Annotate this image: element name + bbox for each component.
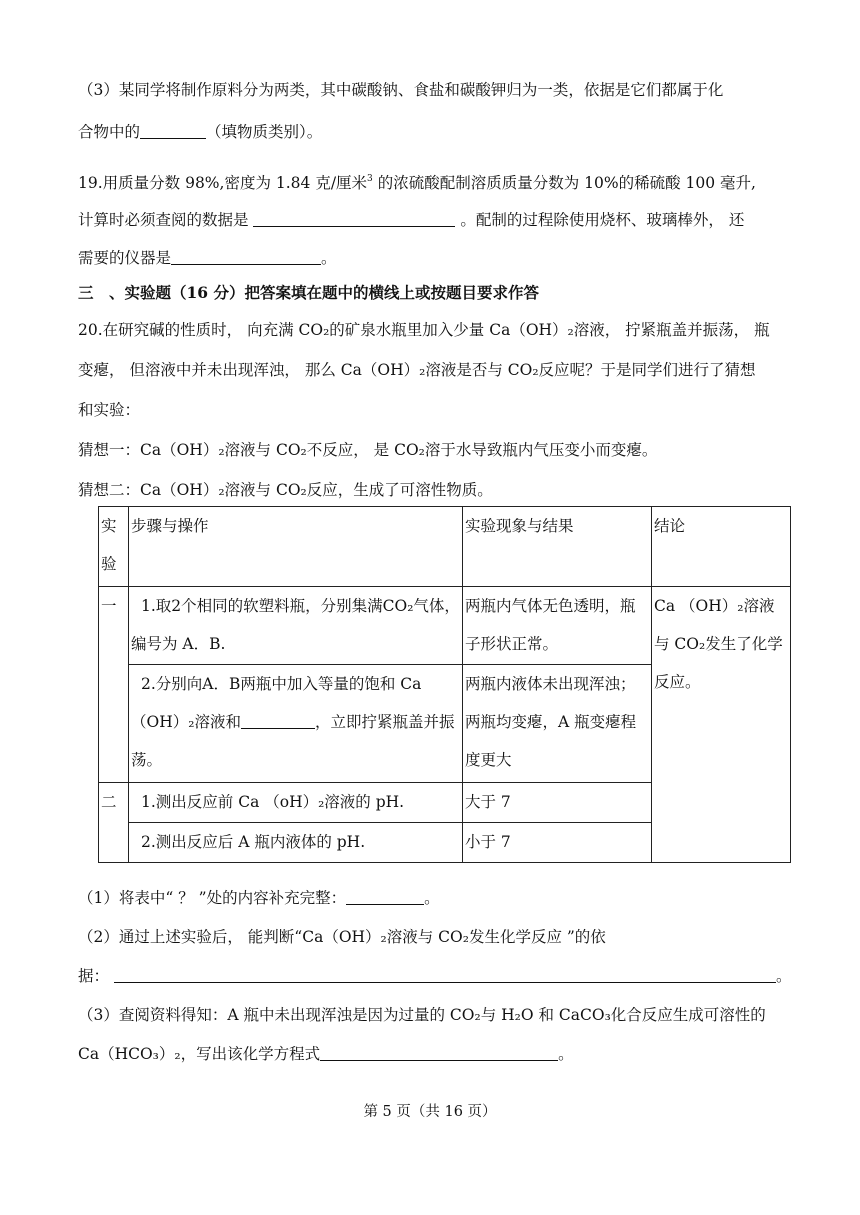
answer-blank[interactable] xyxy=(171,249,321,265)
answer-blank[interactable] xyxy=(140,123,206,139)
header-experiment: 实验 xyxy=(99,507,129,587)
exp1-conclusion: Ca （OH）₂溶液与 CO₂发生了化学反应。 xyxy=(652,587,791,863)
exp1-step2: 2.分别向A．B两瓶中加入等量的饱和 Ca（OH）₂溶液和 ，立即拧紧瓶盖并振荡。 xyxy=(129,665,463,783)
exp2-label: 二 xyxy=(99,783,129,863)
section-title: 三 、实验题（16 分）把答案填在题中的横线上或按题目要求作答 xyxy=(78,283,539,302)
answer-blank[interactable] xyxy=(320,1045,558,1061)
q18-part3-line1: （3）某同学将制作原料分为两类，其中碳酸钠、食盐和碳酸钾归为一类，依据是它们都属于化 xyxy=(78,81,724,99)
q19-line1: 19.用质量分数 98%,密度为 1.84 克/厘米$^3$ 的浓硫酸配制溶质质量分数为 10%的稀硫酸 100 毫升, xyxy=(78,174,756,192)
guess-two: 猜想二：Ca（OH）₂溶液与 CO₂反应，生成了可溶性物质。 xyxy=(78,481,493,499)
q20-intro-line1: 20.在研究碱的性质时， 向充满 CO₂的矿泉水瓶里加入少量 Ca（OH）₂溶液， 拧紧瓶盖并振荡， 瓶 xyxy=(78,321,770,339)
q19-line3: 需要的仪器是 。 xyxy=(78,249,337,267)
answer-blank[interactable] xyxy=(114,967,776,983)
table-header-row xyxy=(99,507,791,587)
q20-intro-line2: 变瘪， 但溶液中并未出现浑浊， 那么 Ca（OH）₂溶液是否与 CO₂反应呢？于是同学们进行了猜想 xyxy=(78,361,756,379)
q20-sub2-line2: 据： 。 xyxy=(78,967,792,985)
header-phenomena: 实验现象与结果 xyxy=(463,507,652,587)
header-steps: 步骤与操作 xyxy=(129,507,463,587)
exp1-step1: 1.取2个相同的软塑料瓶，分别集满CO₂气体，编号为 A．B. xyxy=(129,587,463,665)
exp2-step1: 1.测出反应前 Ca （oH）₂溶液的 pH. xyxy=(129,783,463,823)
q20-sub3-line2: Ca（HCO₃）₂，写出该化学方程式 。 xyxy=(78,1045,574,1063)
exp2-result1: 大于 7 xyxy=(463,783,652,823)
q20-sub1: （1）将表中“ ？ ”处的内容补充完整： 。 xyxy=(78,889,440,907)
q18-part3-line2: 合物中的 （填物质类别）。 xyxy=(78,123,323,141)
q19-line2: 计算时必须查阅的数据是 。配制的过程除使用烧杯、玻璃棒外， 还 xyxy=(78,211,745,229)
exp1-label: 一 xyxy=(99,587,129,783)
answer-blank[interactable] xyxy=(346,889,424,905)
answer-blank[interactable] xyxy=(241,713,315,729)
answer-blank[interactable] xyxy=(253,211,455,227)
exp1-result2: 两瓶内液体未出现浑浊；两瓶均变瘪，A 瓶变瘪程度更大 xyxy=(463,665,652,783)
header-conclusion: 结论 xyxy=(652,507,791,587)
table-row xyxy=(99,587,791,665)
q20-sub2-line1: （2）通过上述实验后， 能判断“Ca（OH）₂溶液与 CO₂发生化学反应 ”的依 xyxy=(78,928,606,946)
q20-intro-line3: 和实验： xyxy=(78,401,141,419)
exp2-step2: 2.测出反应后 A 瓶内液体的 pH. xyxy=(129,823,463,863)
exp1-result1: 两瓶内气体无色透明，瓶子形状正常。 xyxy=(463,587,652,665)
q20-sub3-line1: （3）查阅资料得知：A 瓶中未出现浑浊是因为过量的 CO₂与 H₂O 和 CaCO₃化合反应生成可溶性的 xyxy=(78,1006,766,1024)
experiment-table xyxy=(98,506,791,863)
page-footer: 第 5 页（共 16 页） xyxy=(363,1104,497,1120)
guess-one: 猜想一：Ca（OH）₂溶液与 CO₂不反应， 是 CO₂溶于水导致瓶内气压变小而变瘪。 xyxy=(78,441,658,459)
exp2-result2: 小于 7 xyxy=(463,823,652,863)
